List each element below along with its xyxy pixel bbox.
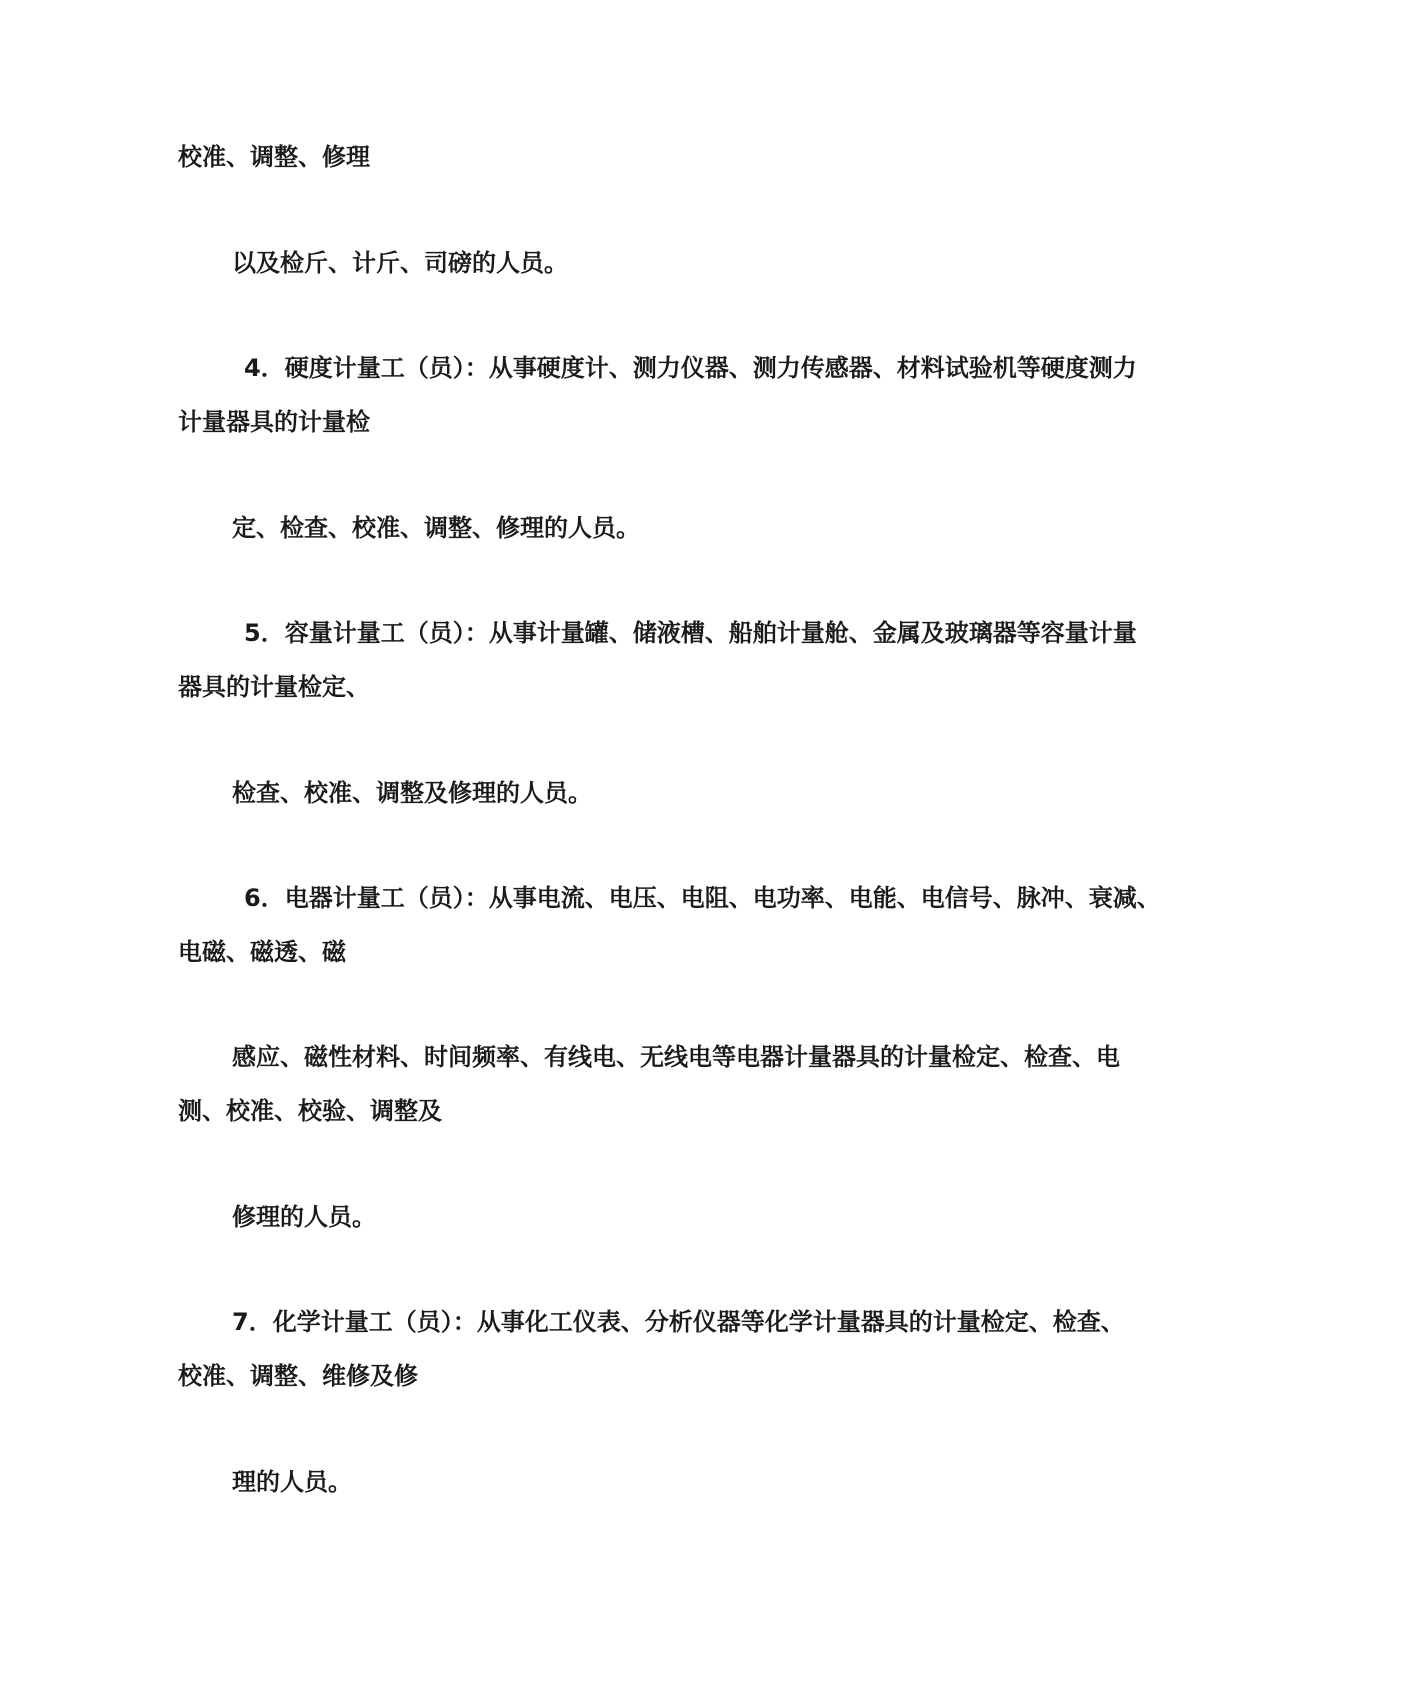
list-item-4-line-1: 4．硬度计量工（员）：从事硬度计、测力仪器、测力传感器、材料试验机等硬度测力 [244, 354, 1137, 382]
text-line: 校准、调整、修理 [178, 143, 370, 171]
list-item-5-line-2: 器具的计量检定、 [178, 673, 370, 701]
list-item-6-line-3: 感应、磁性材料、时间频率、有线电、无线电等电器计量器具的计量检定、检查、电 [232, 1043, 1120, 1071]
list-item-4-line-3: 定、检查、校准、调整、修理的人员。 [232, 514, 640, 542]
list-item-6-line-2: 电磁、磁透、磁 [178, 938, 346, 966]
list-item-7-line-2: 校准、调整、维修及修 [178, 1362, 418, 1390]
list-item-5-line-3: 检查、校准、调整及修理的人员。 [232, 779, 592, 807]
list-item-6-line-1: 6．电器计量工（员）：从事电流、电压、电阻、电功率、电能、电信号、脉冲、衰减、 [244, 884, 1161, 912]
list-item-4-line-2: 计量器具的计量检 [178, 408, 370, 436]
list-item-6-line-4: 测、校准、校验、调整及 [178, 1097, 442, 1125]
list-item-7-line-1: 7．化学计量工（员）：从事化工仪表、分析仪器等化学计量器具的计量检定、检查、 [232, 1308, 1125, 1336]
list-item-5-line-1: 5．容量计量工（员）：从事计量罐、储液槽、船舶计量舱、金属及玻璃器等容量计量 [244, 619, 1137, 647]
text-line: 以及检斤、计斤、司磅的人员。 [232, 249, 568, 277]
list-item-6-line-5: 修理的人员。 [232, 1203, 376, 1231]
list-item-7-line-3: 理的人员。 [232, 1468, 352, 1496]
